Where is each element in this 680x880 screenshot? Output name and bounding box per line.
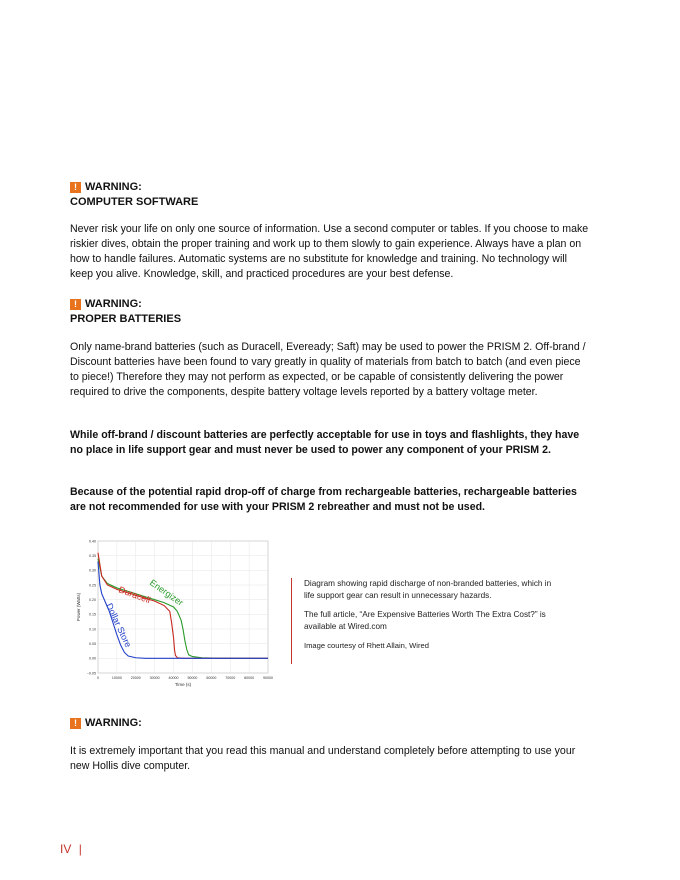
y-tick-label: 0.15 (89, 612, 96, 617)
caption-line-1: Diagram showing rapid discharge of non-branded batteries, which in life support gear can result in unnecessary hazards. (304, 579, 552, 600)
caption-line-2: The full article, “Are Expensive Batteries Worth The Extra Cost?” is available at Wired.com (304, 610, 546, 631)
series-label-duracell: Duracell (117, 584, 152, 606)
warning-icon: ! (70, 299, 81, 310)
warning-proper-batteries-heading: ! WARNING: PROPER BATTERIES (70, 297, 590, 326)
series-label-energizer: Energizer (147, 577, 186, 608)
battery-discharge-chart (70, 533, 280, 713)
x-tick-label: 0 (97, 676, 99, 680)
x-tick-label: 10000 (111, 676, 122, 680)
page-number: IV | (60, 842, 82, 856)
warning-icon: ! (70, 718, 81, 729)
plot-frame (98, 541, 268, 673)
y-tick-label: 0.20 (89, 597, 96, 602)
y-tick-label: 0.10 (89, 627, 96, 632)
x-tick-label: 50000 (187, 676, 198, 680)
y-tick-label: −0.05 (86, 671, 96, 676)
y-tick-label: 0.30 (89, 568, 96, 573)
x-tick-label: 20000 (130, 676, 141, 680)
warning-manual-heading: ! WARNING: (70, 716, 590, 731)
warning-computer-software-heading: ! WARNING: COMPUTER SOFTWARE (70, 180, 590, 209)
x-tick-label: 90000 (263, 676, 273, 680)
y-ticks (87, 539, 96, 675)
warning-title: PROPER BATTERIES (70, 312, 182, 325)
y-tick-label: 0.00 (89, 656, 96, 661)
y-tick-label: 0.40 (89, 539, 96, 544)
caption-credit: Image courtesy of Rhett Allain, Wired (304, 641, 429, 650)
grid (98, 541, 268, 673)
x-axis-label: Time (s) (174, 682, 192, 687)
x-tick-label: 40000 (168, 676, 179, 680)
page-number-divider: | (78, 842, 82, 856)
x-tick-label: 70000 (225, 676, 236, 680)
x-tick-label: 60000 (206, 676, 217, 680)
y-tick-label: 0.35 (89, 553, 96, 558)
warning-bold-paragraph-2: Because of the potential rapid drop-off of charge from rechargeable batteries, rechargeable batteries are not recommended for use with your PRISM 2 rebreather and must not be used. (70, 486, 577, 513)
x-tick-label: 80000 (244, 676, 255, 680)
y-tick-label: 0.05 (89, 641, 96, 646)
warning-icon: ! (70, 182, 81, 193)
warning-bold-paragraph-1: While off-brand / discount batteries are perfectly acceptable for use in toys and flashlights, they have no place in life support gear and must never be used to power any component of your PRISM 2. (70, 429, 580, 456)
y-tick-label: 0.25 (89, 583, 96, 588)
warning-title: COMPUTER SOFTWARE (70, 195, 199, 208)
y-axis-label: Power (Watts) (76, 592, 81, 622)
x-ticks (97, 676, 273, 680)
series-label-dollar-store: Dollar Store (104, 601, 134, 649)
chart-caption (291, 578, 554, 664)
warning-computer-software-body: Never risk your life on only one source of information. Use a second computer or tables. If you choose to make riskier dives, obtain the proper training and work up to them slowly to gain experience. Always have a plan on how to handle failures. Automatic systems are no substitute for knowledge and training. No technology will keep you alive. Knowledge, skill, and practiced procedures are your best defense. (70, 223, 589, 280)
x-tick-label: 30000 (149, 676, 160, 680)
warning-proper-batteries-body: Only name-brand batteries (such as Duracell, Eveready; Saft) may be used to power the PRISM 2. Off-brand / Discount batteries have been found to vary greatly in quality of materials from batch to batch (and even piece to piece!) Therefore they may not perform as expected, or be capable of consistently delivering the power required to drive the components, despite battery voltage levels reported by a battery voltage meter. (70, 341, 586, 398)
warning-manual-body: It is extremely important that you read this manual and understand completely before attempting to use your new Hollis dive computer. (70, 745, 576, 772)
